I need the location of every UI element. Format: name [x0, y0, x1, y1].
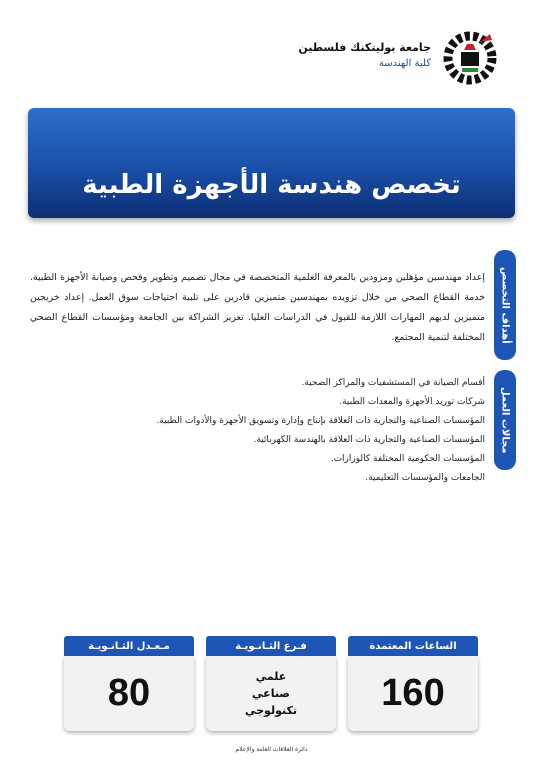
list-item: المؤسسات الصناعية والتجارية ذات العلاقة بإنتاج وإدارة وتسويق الأجهزة والأدوات الطبية.: [156, 416, 485, 426]
goals-paragraph: إعداد مهندسين مؤهلين ومزودين بالمعرفة العلمية المتخصصة في مجال تصميم وتطوير وفحص وصيانة الأجهزة الطبية. خدمة القطاع الصحي من خلال تزويده بمهندسين متميزين قادرين على تلبية احتياجات سوق العمل. إعداد خريجين متميزين لديهم المهارات اللازمة للقبول في الدراسات العليا. تعزيز الشراكة بين الجامعة ومؤسسات القطاع الصحي المختلفة لتنمية المجتمع.: [30, 272, 485, 343]
tab-goals-label: أهداف التخصص: [499, 266, 511, 344]
branch-card: [206, 636, 336, 731]
university-name: جامعة بوليتكنك فلسطين: [298, 41, 431, 54]
title-banner: [28, 108, 515, 218]
tab-goals: [494, 250, 516, 360]
average-body: [64, 656, 194, 731]
tab-jobs-label: مجالات العمل: [499, 386, 511, 454]
branch-label: فـرع الثـانـويـة: [206, 636, 336, 656]
list-item: المؤسسات الحكومية المختلفة كالوزارات.: [330, 454, 485, 464]
branch-item: صناعي: [252, 687, 290, 700]
list-item: أقسام الصيانة في المستشفيات والمراكز الصحية.: [301, 378, 485, 388]
credit-hours-body: [348, 656, 478, 731]
list-item: الجامعات والمؤسسات التعليمية.: [365, 473, 485, 483]
footer-text: دائرة العلاقات العامة والإعلام: [235, 746, 308, 753]
faculty-name: كلية الهندسة: [378, 58, 431, 69]
page-title: تخصص هندسة الأجهزة الطبية: [82, 170, 461, 200]
list-item: المؤسسات الصناعية والتجارية ذات العلاقة بالهندسة الكهربائية.: [253, 435, 485, 445]
tab-jobs: [494, 370, 516, 470]
branch-item: علمي: [255, 670, 287, 683]
list-item: شركات توريد الأجهزة والمعدات الطبية.: [339, 397, 485, 407]
credit-hours-label: الساعات المعتمدة: [348, 636, 478, 656]
credit-hours-card: [348, 636, 478, 731]
branch-body: [206, 656, 336, 731]
jobs-list: [156, 374, 485, 488]
credit-hours-value: 160: [381, 672, 445, 714]
header-text: [298, 40, 431, 71]
average-label: مـعـدل الثـانـويـة: [64, 636, 194, 656]
university-logo: [440, 28, 500, 88]
average-card: [64, 636, 194, 731]
average-value: 80: [107, 672, 151, 714]
branch-item: تكنولوجي: [245, 704, 297, 717]
